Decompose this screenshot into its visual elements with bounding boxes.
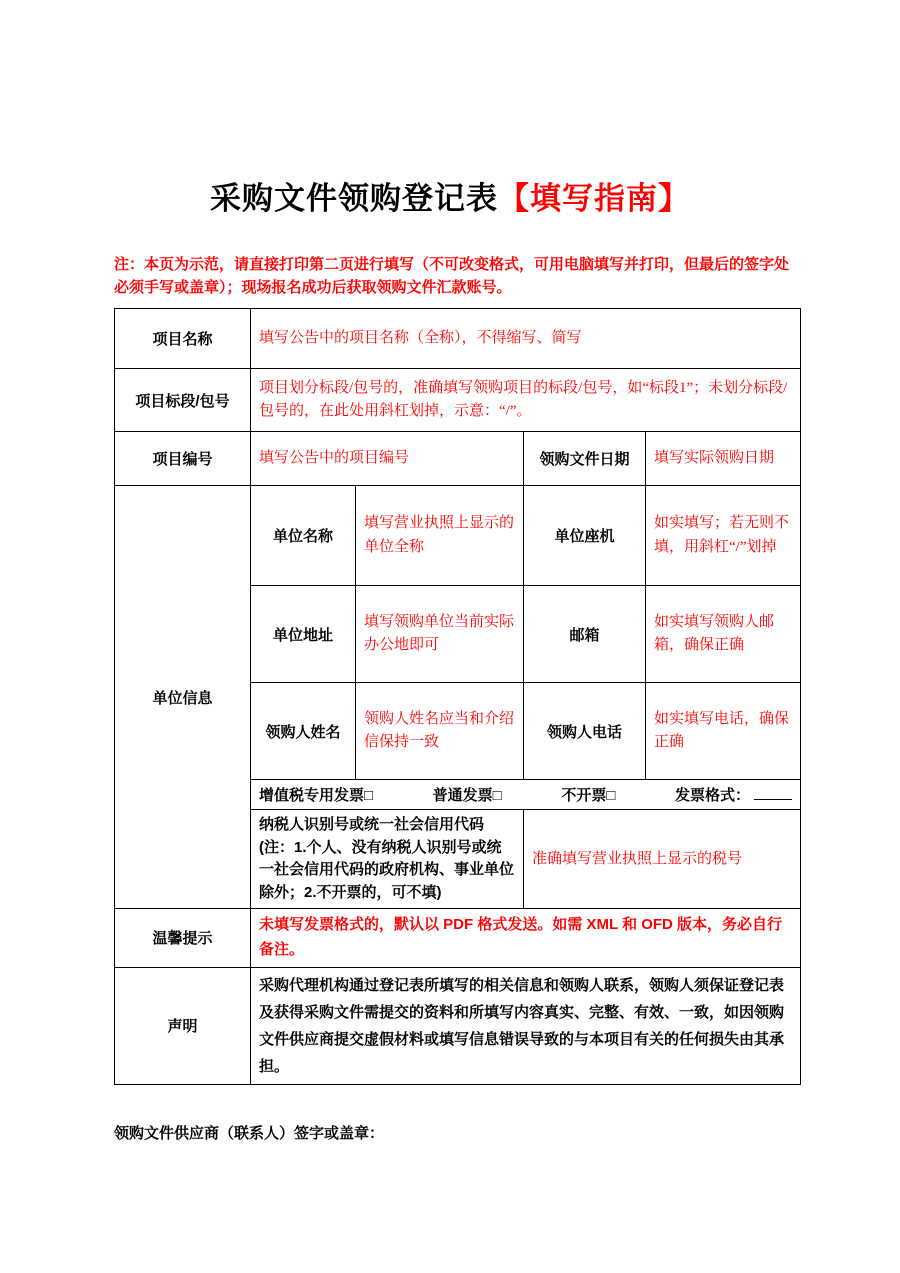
invoice-plain-checkbox: 普通发票□ <box>432 787 502 805</box>
tips-label: 温馨提示 <box>115 909 251 968</box>
declaration-content: 采购代理机构通过登记表所填写的相关信息和领购人联系，领购人须保证登记表及获得采购文件需提交的资料和所填写内容真实、完整、有效、一致，如因领购文件供应商提交虚假材料或填写信息错误导致的与本项目有关的任何损失由其承担。 <box>251 967 801 1084</box>
project-name-label: 项目名称 <box>115 309 251 369</box>
tax-id-label: 纳税人识别号或统一社会信用代码(注：1.个人、没有纳税人识别号或统一社会信用代码的政府机构、事业单位除外；2.不开票的，可不填) <box>251 810 524 909</box>
buyer-phone-label: 领购人电话 <box>524 683 646 780</box>
unit-address-instruction: 填写领购单位当前实际办公地即可 <box>356 586 524 683</box>
unit-name-instruction: 填写营业执照上显示的单位全称 <box>356 486 524 586</box>
page-title-red: 【填写指南】 <box>498 181 690 216</box>
buyer-name-instruction: 领购人姓名应当和介绍信保持一致 <box>356 683 524 780</box>
buyer-phone-instruction: 如实填写电话，确保正确 <box>646 683 801 780</box>
project-section-label: 项目标段/包号 <box>115 369 251 432</box>
row-project-name <box>115 309 801 369</box>
project-name-instruction: 填写公告中的项目名称（全称），不得缩写、简写 <box>251 309 801 369</box>
invoice-vat-checkbox: 增值税专用发票□ <box>259 787 374 805</box>
row-project-number <box>115 432 801 486</box>
tax-id-instruction: 准确填写营业执照上显示的税号 <box>524 810 801 909</box>
unit-info-label: 单位信息 <box>115 486 251 909</box>
row-unit-name <box>115 486 801 586</box>
project-number-instruction: 填写公告中的项目编号 <box>251 432 524 486</box>
row-declaration <box>115 967 801 1084</box>
project-section-instruction: 项目划分标段/包号的，准确填写领购项目的标段/包号，如“标段1”；未划分标段/包号的，在此处用斜杠划掉，示意：“/”。 <box>251 369 801 432</box>
invoice-type-cell <box>251 780 801 810</box>
unit-name-label: 单位名称 <box>251 486 356 586</box>
tips-instruction: 未填写发票格式的，默认以 PDF 格式发送。如需 XML 和 OFD 版本，务必自行备注。 <box>251 909 801 968</box>
doc-date-instruction: 填写实际领购日期 <box>646 432 801 486</box>
row-tips <box>115 909 801 968</box>
unit-phone-label: 单位座机 <box>524 486 646 586</box>
doc-date-label: 领购文件日期 <box>524 432 646 486</box>
email-label: 邮箱 <box>524 586 646 683</box>
invoice-none-checkbox: 不开票□ <box>561 787 616 805</box>
page-title-black: 采购文件领购登记表 <box>210 181 498 216</box>
signature-line: 领购文件供应商（联系人）签字或盖章： <box>114 1124 385 1142</box>
note-text: 注：本页为示范，请直接打印第二页进行填写（不可改变格式，可用电脑填写并打印，但最后的签字处必须手写或盖章）；现场报名成功后获取领购文件汇款账号。 <box>114 256 790 296</box>
unit-phone-instruction: 如实填写；若无则不填，用斜杠“/”划掉 <box>646 486 801 586</box>
declaration-label: 声明 <box>115 967 251 1084</box>
invoice-format-blank <box>754 785 792 800</box>
buyer-name-label: 领购人姓名 <box>251 683 356 780</box>
registration-guide-table <box>114 308 801 1085</box>
project-number-label: 项目编号 <box>115 432 251 486</box>
row-project-section <box>115 369 801 432</box>
unit-address-label: 单位地址 <box>251 586 356 683</box>
page-title <box>0 180 900 217</box>
email-instruction: 如实填写领购人邮箱，确保正确 <box>646 586 801 683</box>
invoice-format-label: 发票格式： <box>675 784 792 805</box>
